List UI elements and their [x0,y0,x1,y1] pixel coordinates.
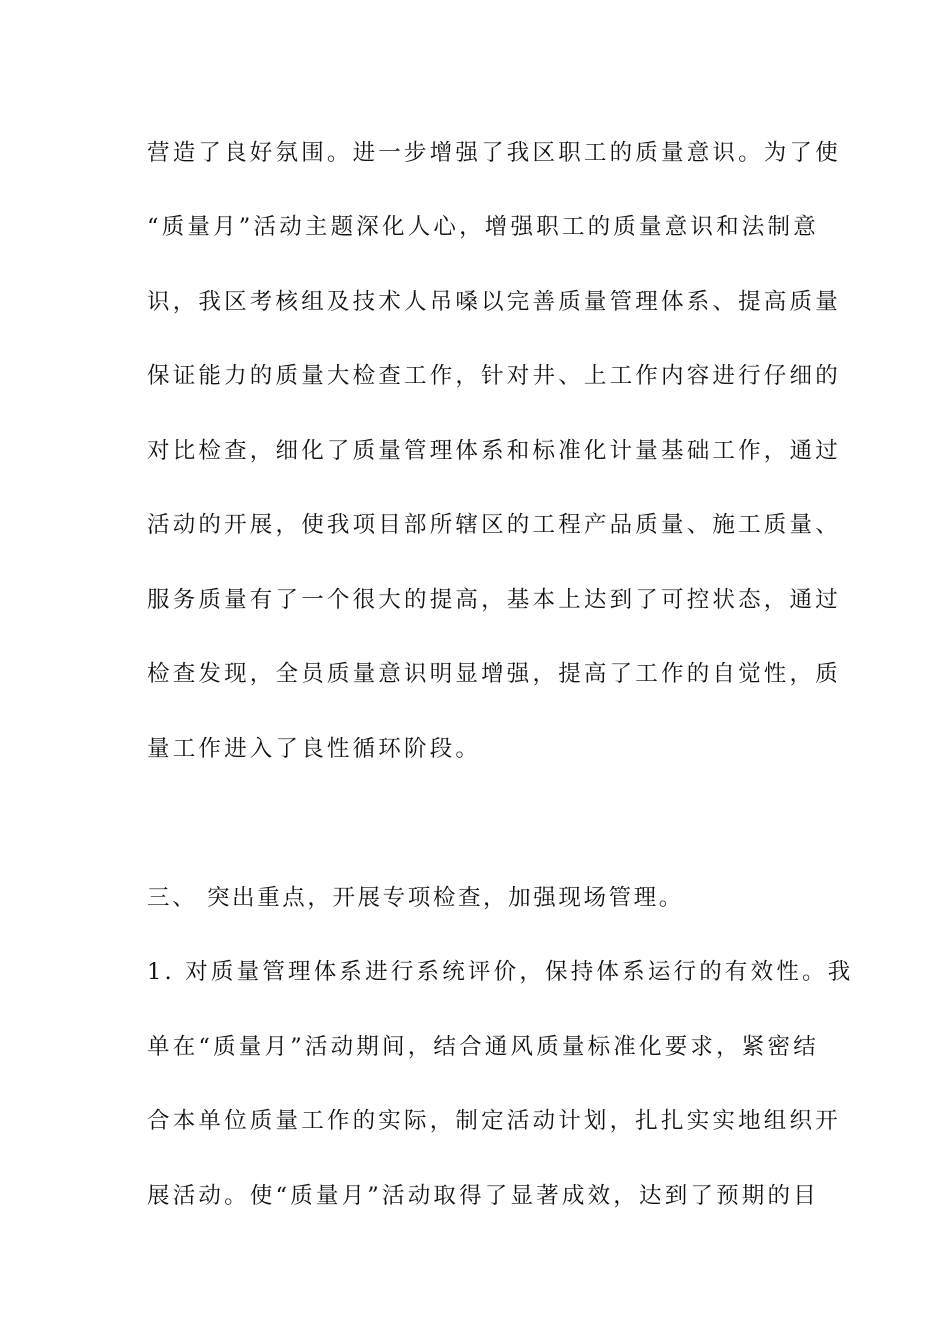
paragraph-line: 量工作进入了良性循环阶段。 [147,736,482,762]
section-heading: 三、 突出重点，开展专项检查，加强现场管理。 [147,885,684,911]
paragraph-line: 服务质量有了一个很大的提高，基本上达到了可控状态，通过 [147,587,841,613]
paragraph-line: 保证能力的质量大检查工作，针对井、上工作内容进行仔细的 [147,363,841,389]
list-item-line: 单在“质量月”活动期间，结合通风质量标准化要求，紧密结 [147,1034,819,1060]
paragraph-line: 对比检查，细化了质量管理体系和标准化计量基础工作，通过 [147,438,841,464]
list-item-line: 合本单位质量工作的实际，制定活动计划，扎扎实实地组织开 [147,1108,841,1134]
paragraph-line: 活动的开展，使我项目部所辖区的工程产品质量、施工质量、 [147,512,841,538]
paragraph-line: 检查发现，全员质量意识明显增强，提高了工作的自觉性，质 [147,661,841,687]
paragraph-line: 识，我区考核组及技术人吊嗓以完善质量管理体系、提高质量 [147,289,841,315]
paragraph-line: 营造了良好氛围。进一步增强了我区职工的质量意识。为了使 [147,140,841,166]
paragraph-line: “质量月”活动主题深化人心，增强职工的质量意识和法制意 [147,214,819,240]
list-item-line: 1. 对质量管理体系进行系统评价，保持体系运行的有效性。我 [147,959,854,985]
list-item-line: 展活动。使“质量月”活动取得了显著成效，达到了预期的目 [147,1183,819,1209]
